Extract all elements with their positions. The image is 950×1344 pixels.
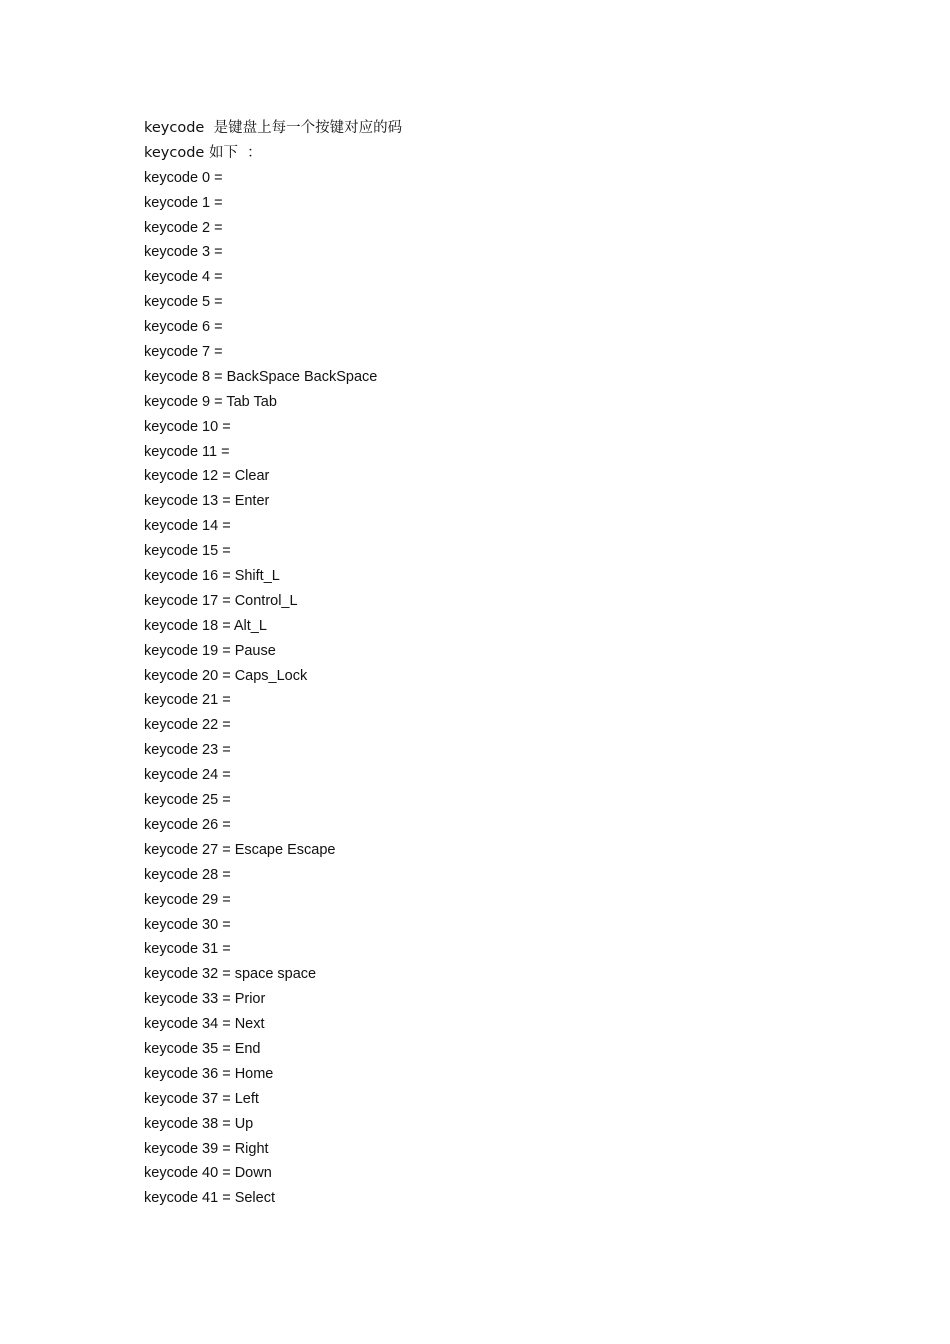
keycode-line: keycode 33 = Prior bbox=[144, 991, 266, 1008]
keycode-line: keycode 16 = Shift_L bbox=[144, 568, 280, 585]
keycode-line: keycode 25 = bbox=[144, 792, 231, 809]
keycode-line: keycode 31 = bbox=[144, 941, 231, 958]
keycode-line: keycode 30 = bbox=[144, 916, 231, 933]
keycode-line: keycode 15 = bbox=[144, 543, 231, 560]
keycode-line: keycode 14 = bbox=[144, 518, 231, 535]
keycode-line: keycode 12 = Clear bbox=[144, 468, 270, 485]
keycode-line: keycode 22 = bbox=[144, 717, 231, 734]
keycode-line: keycode 20 = Caps_Lock bbox=[144, 667, 308, 684]
keycode-line: keycode 27 = Escape Escape bbox=[144, 841, 336, 858]
keycode-line: keycode 37 = Left bbox=[144, 1090, 259, 1107]
keycode-list bbox=[144, 166, 844, 1211]
keycode-line: keycode 40 = Down bbox=[144, 1165, 272, 1182]
keycode-line: keycode 3 = bbox=[144, 244, 223, 261]
keycode-line: keycode 0 = bbox=[144, 169, 223, 186]
keycode-line: keycode 8 = BackSpace BackSpace bbox=[144, 368, 378, 385]
keycode-line: keycode 35 = End bbox=[144, 1040, 261, 1057]
keycode-line: keycode 39 = Right bbox=[144, 1140, 269, 1157]
keycode-line: keycode 38 = Up bbox=[144, 1115, 254, 1132]
keycode-line: keycode 34 = Next bbox=[144, 1016, 265, 1033]
keycode-line: keycode 5 = bbox=[144, 294, 223, 311]
keycode-line: keycode 24 = bbox=[144, 767, 231, 784]
keycode-line: keycode 17 = Control_L bbox=[144, 592, 298, 609]
keycode-line: keycode 28 = bbox=[144, 866, 231, 883]
keycode-line: keycode 19 = Pause bbox=[144, 642, 276, 659]
keycode-line: keycode 2 = bbox=[144, 219, 223, 236]
keycode-line: keycode 7 = bbox=[144, 344, 223, 361]
keycode-line: keycode 21 = bbox=[144, 692, 231, 709]
intro-line: keycode 是键盘上每一个按键对应的码 bbox=[144, 120, 403, 136]
keycode-line: keycode 10 = bbox=[144, 418, 231, 435]
keycode-line: keycode 32 = space space bbox=[144, 966, 317, 983]
keycode-line: keycode 11 = bbox=[144, 443, 230, 460]
keycode-line: keycode 18 = Alt_L bbox=[144, 617, 267, 634]
keycode-line: keycode 9 = Tab Tab bbox=[144, 393, 277, 410]
heading-line: keycode 如下 ： bbox=[144, 144, 262, 161]
keycode-line: keycode 1 = bbox=[144, 194, 223, 211]
document-body bbox=[144, 116, 844, 1211]
keycode-line: keycode 6 = bbox=[144, 319, 223, 336]
keycode-line: keycode 36 = Home bbox=[144, 1065, 274, 1082]
keycode-line: keycode 29 = bbox=[144, 891, 231, 908]
keycode-line: keycode 23 = bbox=[144, 742, 231, 759]
keycode-line: keycode 26 = bbox=[144, 816, 231, 833]
keycode-line: keycode 41 = Select bbox=[144, 1190, 275, 1207]
keycode-line: keycode 4 = bbox=[144, 269, 223, 286]
keycode-line: keycode 13 = Enter bbox=[144, 493, 270, 510]
